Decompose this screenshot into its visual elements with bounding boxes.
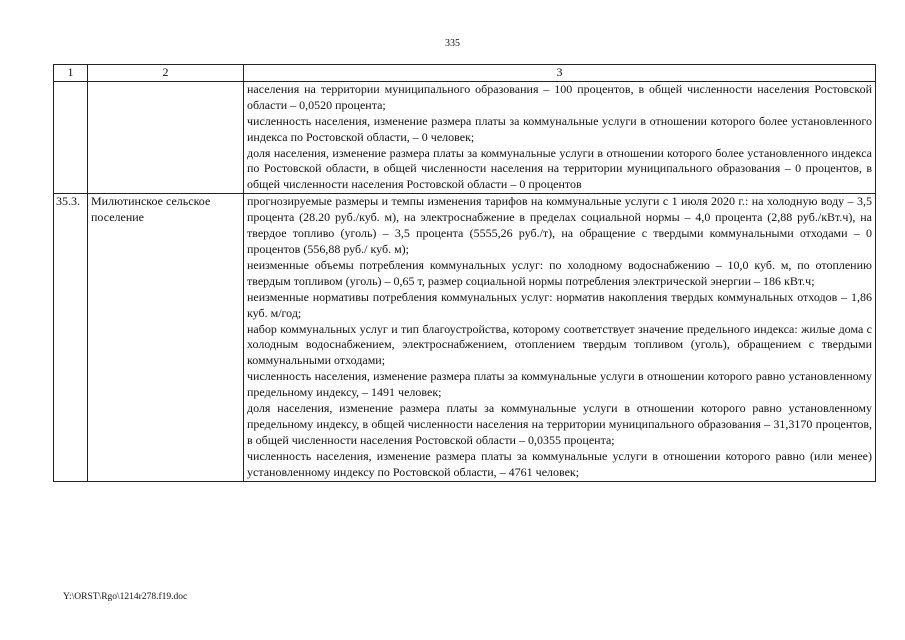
header-cell-1: 1 bbox=[54, 65, 88, 82]
row-number-cell: 35.3. bbox=[54, 194, 88, 481]
data-table bbox=[53, 64, 876, 482]
paragraph: прогнозируемые размеры и темпы изменения тарифов на коммунальные услуги с 1 июля 2020 г.: на холодную воду – 3,5 процента (28.20 руб./куб. м), на электроснабжение в пределах социальной нормы – 4,0 процента (2,88 руб./кВт.ч), на твердое топливо (уголь) – 3,5 процента (5555,26 руб./т), на обращение с твердыми коммунальными отходами – 0 процентов (556,88 руб./ куб. м); bbox=[247, 194, 872, 256]
row-text-cell bbox=[244, 194, 876, 481]
footer-file-path: Y:\ORST\Rgo\1214r278.f19.doc bbox=[63, 592, 188, 602]
paragraph: численность населения, изменение размера платы за коммунальные услуги в отношении которого более установленного индекса по Ростовской области, – 0 человек; bbox=[247, 113, 872, 144]
header-cell-2: 2 bbox=[88, 65, 244, 82]
paragraph: доля населения, изменение размера платы за коммунальные услуги в отношении которого более установленного индекса по Ростовской области, в общей численности населения на территории муниципального образования – 0 процентов, в общей численности населения Ростовской области – 0 процентов bbox=[247, 145, 872, 192]
paragraph: доля населения, изменение размера платы за коммунальные услуги в отношении которого равно установленному предельному индексу, в общей численности населения на территории муниципального образования – 31,3170 процентов, в общей численности населения Ростовской области – 0,0355 процента; bbox=[247, 401, 872, 447]
paragraph: неизменные нормативы потребления коммунальных услуг: норматив накопления твердых коммунальных отходов – 1,86 куб. м/год; bbox=[247, 289, 872, 320]
page-number: 335 bbox=[445, 38, 460, 49]
paragraph: населения на территории муниципального образования – 100 процентов, в общей численности населения Ростовской области – 0,0520 процента; bbox=[247, 81, 872, 112]
paragraph: численность населения, изменение размера платы за коммунальные услуги в отношении которого равно установленному предельному индексу, – 1491 человек; bbox=[247, 369, 872, 400]
header-cell-3: 3 bbox=[244, 65, 876, 82]
row-text-cell bbox=[244, 81, 876, 193]
table-row bbox=[54, 81, 876, 193]
paragraph: численность населения, изменение размера платы за коммунальные услуги в отношении которого равно (или менее) установленному индексу по Ростовской области, – 4761 человек; bbox=[247, 448, 872, 479]
row-name-cell bbox=[88, 81, 244, 193]
paragraph: набор коммунальных услуг и тип благоустройства, которому соответствует значение предельного индекса: жилые дома с холодным водоснабжением, электроснабжением, отоплением твердым топливом (уголь), обращением с твердыми коммунальными отходами; bbox=[247, 321, 872, 368]
table-row bbox=[54, 194, 876, 481]
paragraph: неизменные объемы потребления коммунальных услуг: по холодному водоснабжению – 10,0 куб. м, по отоплению твердым топливом (уголь) – 0,65 т, размер социальной нормы потребления электрической энергии – 186 кВт.ч; bbox=[247, 257, 872, 288]
row-name-cell: Милютинское сельское поселение bbox=[88, 194, 244, 481]
row-number-cell bbox=[54, 81, 88, 193]
table-header-row bbox=[54, 65, 876, 82]
